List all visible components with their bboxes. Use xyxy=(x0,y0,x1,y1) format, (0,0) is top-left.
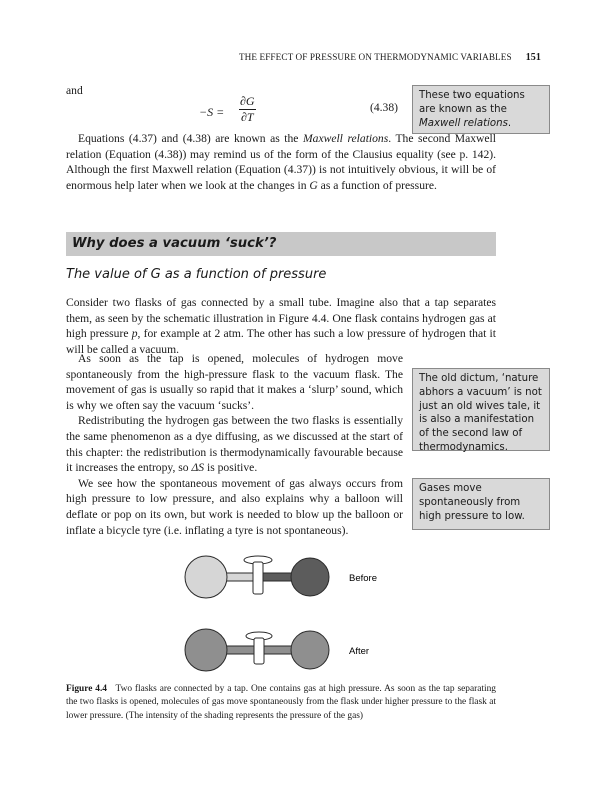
para-emphasis: Maxwell relations xyxy=(302,132,389,145)
para-symbol: G xyxy=(309,178,318,192)
equation-denominator: ∂T xyxy=(241,110,254,124)
paragraph-column xyxy=(66,351,403,538)
figure-before xyxy=(185,556,377,598)
before-label: Before xyxy=(349,573,377,584)
para-text: as a function of pressure. xyxy=(317,178,437,192)
page-number: 151 xyxy=(525,52,541,63)
caption-text: Two flasks are connected by a tap. One contains gas at high pressure. As soon as the tap separating the two flasks is opened, molecules of gas move spontaneously from the flask under higher pressure to the flask at lower pressure. (The intensity of the shading represents the pressure of the gas) xyxy=(66,684,496,721)
subsection-title: The value of G as a function of pressure xyxy=(66,267,327,282)
after-flask-left xyxy=(185,629,227,671)
equation-number: (4.38) xyxy=(370,101,399,114)
margin-note-gases: Gases move spontaneously from high pressure to low. xyxy=(412,478,550,530)
before-flask-vacuum xyxy=(291,558,329,596)
figure-4-4 xyxy=(170,548,390,678)
equation-numerator: ∂G xyxy=(240,94,255,108)
para-text: is positive. xyxy=(204,461,258,475)
paragraph-balloon: We see how the spontaneous movement of gas always occurs from high pressure to low pressure, and also explains why a balloon will deflate or pop on its own, but work is needed to blow up the balloon or inflate a bicycle tyre (i.e. inflating a tyre is not spontaneous). xyxy=(66,476,403,537)
para-text: , for example at 2 atm. The other has such a low pressure of hydrogen that it will be called a vacuum. xyxy=(66,327,497,356)
section-title: Why does a vacuum ‘suck’? xyxy=(66,232,496,256)
figure-caption xyxy=(66,683,496,723)
para-symbol: p xyxy=(131,327,138,341)
equation-fraction xyxy=(239,94,256,125)
intro-and: and xyxy=(66,84,83,97)
running-title: THE EFFECT OF PRESSURE ON THERMODYNAMIC VARIABLES xyxy=(238,52,512,62)
margin-note-emphasis: Maxwell relations xyxy=(419,117,508,129)
before-flask-high-pressure xyxy=(185,556,227,598)
para-text: Consider two flasks of gas connected by a small tube. Imagine also that a tap separates them, as seen by the schematic illustration in Figure 4.4. One flask contains hydrogen gas at high pressure xyxy=(66,296,496,341)
margin-note-maxwell xyxy=(412,85,550,134)
after-flask-right xyxy=(291,631,329,669)
caption-label: Figure 4.4 xyxy=(66,684,107,694)
after-label: After xyxy=(349,646,370,657)
para-text: Redistributing the hydrogen gas between the two flasks is essentially the same phenomenon as a dye diffusing, as we discussed at the start of this chapter: the redistribution is thermodynamically favourable because it increases the entropy, so xyxy=(66,414,403,475)
paragraph-flasks xyxy=(66,295,496,357)
para-symbol: ΔS xyxy=(191,461,205,475)
margin-note-text: . xyxy=(507,117,512,129)
paragraph-tap-opened: As soon as the tap is opened, molecules of hydrogen move spontaneously from the high-pressure flask to the vacuum flask. The movement of gas is usually so rapid that it makes a ‘slurp’ sound, which is why we often say the vacuum ‘sucks’. xyxy=(66,352,403,412)
margin-note-vacuum: The old dictum, ‘nature abhors a vacuum’ is not just an old wives tale, it is also a manifestation of the second law of thermodynamics. xyxy=(412,368,550,451)
para-text: Equations (4.37) and (4.38) are known as the xyxy=(78,132,303,145)
paragraph-redistribution xyxy=(66,413,403,475)
para-text: . The second Maxwell relation (Equation (4.38)) may remind us of the form of the Clausius equality (see p. 142). Although the first Maxwell relation (Equation (4.37)) is not intuitively obvious, it will be of enormous help later when we look at the changes in xyxy=(66,132,496,192)
running-header xyxy=(0,52,541,63)
equation-lhs: −S = xyxy=(199,105,225,119)
paragraph-maxwell xyxy=(66,131,496,193)
figure-after xyxy=(185,629,369,671)
margin-note-text: These two equations are known as the xyxy=(419,90,525,115)
